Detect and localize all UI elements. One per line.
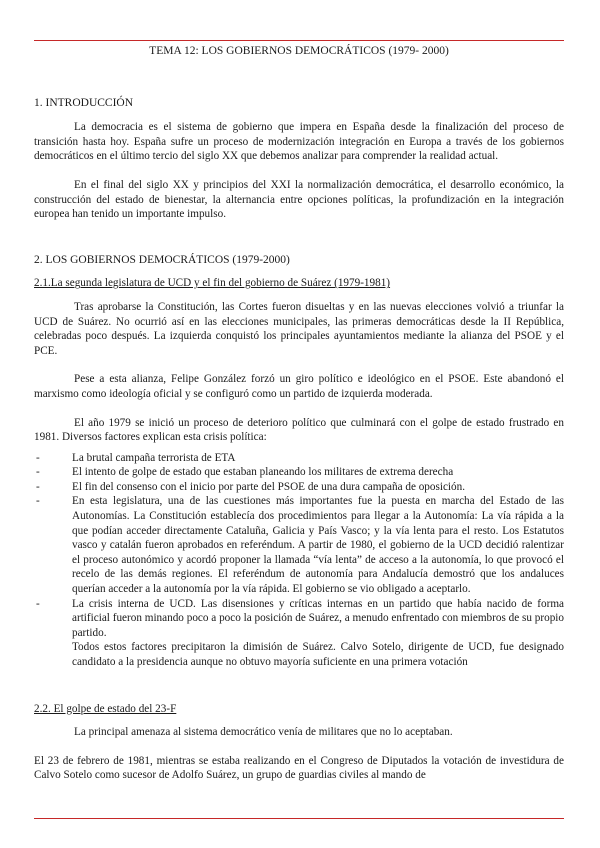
document-title: TEMA 12: LOS GOBIERNOS DEMOCRÁTICOS (1979- 2000) [149,45,449,57]
subsection-heading-2-2: 2.2. El golpe de estado del 23-F [34,702,177,715]
intro-paragraph-1: La democracia es el sistema de gobierno que impera en España desde la finalización del proceso de transición hasta hoy. España sufre un proceso de modernización integración en Europa a través de los gobiernos democráticos en el último tercio del siglo XX que debemos analizar para comprender la realidad actual. [34,121,564,163]
crisis-factors-list [34,451,564,641]
paragraph-23f: El 23 de febrero de 1981, mientras se estaba realizando en el Congreso de Diputados la votación de investidura de Calvo Sotelo como sucesor de Adolfo Suárez, un grupo de guardias civiles al mando de [34,754,564,782]
paragraph-amenaza: La principal amenaza al sistema democrático venía de militares que no lo aceptaban. [74,726,453,739]
list-item: - El intento de golpe de estado que estaban planeando los militares de extrema derecha [34,465,564,480]
document-body [34,44,564,783]
paragraph-constitucion: Tras aprobarse la Constitución, las Cortes fueron disueltas y en las nuevas elecciones volvió a triunfar la UCD de Suárez. No ocurrió así en las elecciones municipales, las primeras democráticas desde la II República, celebradas poco después. La izquierda conquistó los principales ayuntamientos mediante la alianza del PSOE y el PCE. [34,300,564,357]
list-item: - La crisis interna de UCD. Las disensiones y críticas internas en un partido que había nacido de forma artificial fueron minando poco a poco la posición de Suárez, a menudo enfrentado con miembros de su propio partido. [34,597,564,641]
footer-rule [34,818,564,819]
header-rule [34,40,564,41]
paragraph-felipe-gonzalez: Pese a esta alianza, Felipe González forzó un giro político e ideológico en el PSOE. Este abandonó el marxismo como ideología oficial y se configuró como un partido de izquierda moderada. [34,373,564,400]
list-item: - La brutal campaña terrorista de ETA [34,451,564,466]
paragraph-dimision [34,640,564,669]
intro-paragraph-2: En el final del siglo XX y principios del XXI la normalización democrática, el desarrollo económico, la construcción del estado de bienestar, la alternancia entre opciones políticas, la profundización en la integración europea han tenido un importante impulso. [34,178,564,221]
section-heading-gobiernos: 2. LOS GOBIERNOS DEMOCRÁTICOS (1979-2000) [34,253,290,266]
subsection-heading-2-1: 2.1.La segunda legislatura de UCD y el fin del gobierno de Suárez (1979-1981) [34,277,391,290]
paragraph-deterioro: El año 1979 se inició un proceso de deterioro político que culminará con el golpe de estado frustrado en 1981. Diversos factores explican esta crisis política: [34,416,564,444]
list-item: - El fin del consenso con el inicio por parte del PSOE de una dura campaña de oposición. [34,480,564,495]
list-item: - En esta legislatura, una de las cuestiones más importantes fue la puesta en marcha del Estado de las Autonomías. La Constitución establecía dos procedimientos para llegar a la Autonomía: La vía rápida a la que podían acceder directamente Cataluña, Galicia y País Vasco; y la vía lenta para el resto. Los Estatutos vasco y catalán fueron aprobados en referéndum. A partir de 1980, el gobierno de la UCD decidió ralentizar el proceso autonómico y acordó proponer la llamada “vía lenta” de acceso a la autonomía, lo que provocó el recelo de las demás regiones. El referéndum de autonomía para Andalucía demostró que los andaluces querían acceder a la autonomía por la vía rápida. El gobierno se vio obligado a aceptarlo. [34,494,564,596]
section-heading-introduccion: 1. INTRODUCCIÓN [34,96,134,109]
paragraph-dimision-text: Todos estos factores precipitaron la dimisión de Suárez. Calvo Sotelo, dirigente de UCD, fue designado candidato a la presidencia aunque no obtuvo mayoría suficiente en una primera votación [72,641,564,668]
